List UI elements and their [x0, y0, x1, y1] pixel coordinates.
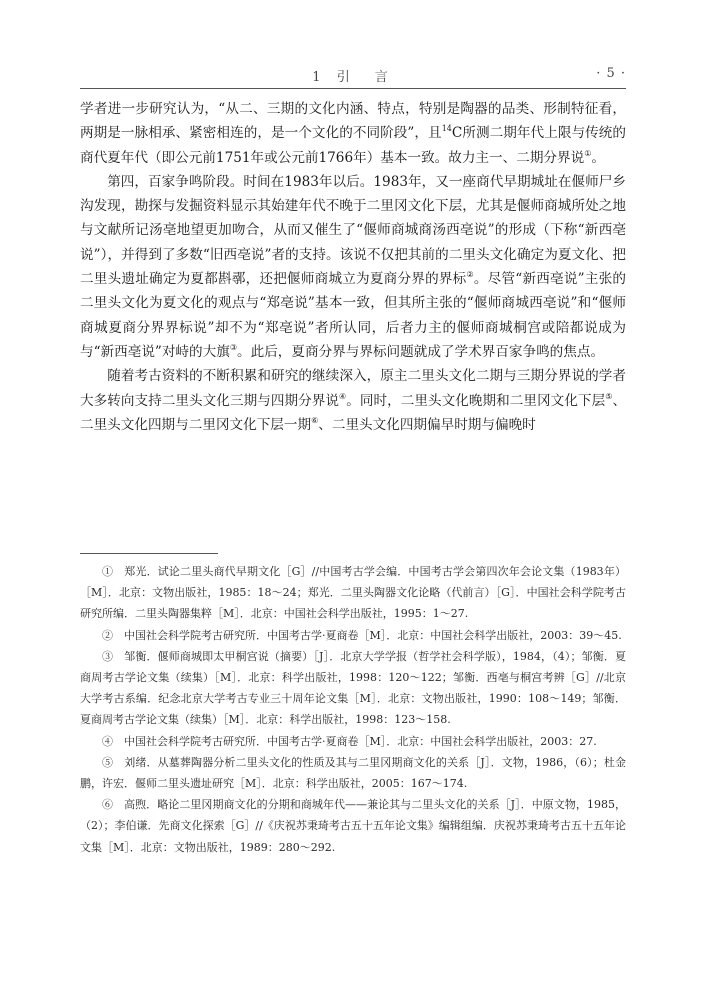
- paragraph-1: [80, 97, 626, 170]
- text-run: 学者进一步研究认为，“从二、三期的文化内涵、特点，特别是陶器的品类、形制特征看，两期是一脉相承、紧密相连的，是一个文化的不同阶段”，且: [80, 101, 626, 142]
- footnote-ref-5[interactable]: ⑤: [605, 391, 613, 401]
- text-run: 。此后，夏商分界与界标问题就成了学术界百家争鸣的焦点。: [237, 343, 605, 360]
- running-header: [80, 64, 626, 86]
- footnote-ref-3[interactable]: ③: [229, 342, 238, 352]
- paragraph-2: [80, 170, 626, 364]
- footnote-ref-4[interactable]: ④: [339, 391, 347, 401]
- page-number: · 5 ·: [596, 66, 626, 81]
- text-run: 。同时，二里头文化晚期和二里冈文化下层: [346, 392, 606, 409]
- footnote-1: ① 郑光．试论二里头商代早期文化［G］//中国考古学会编．中国考古学会第四次年会论文集（1983年）［M］．北京：文物出版社，1985：18～24；郑光．二里头陶器文化论略（代前言）［G］．中国社会科学院考古研究所编．二里头陶器集粹［M］．北京：中国社会科学出版社，1995：1～27.: [80, 565, 626, 621]
- footnote-ref-2[interactable]: ②: [466, 270, 474, 280]
- paragraph-3: [80, 364, 626, 437]
- footnote-rule: [80, 553, 218, 554]
- footnote-3: ③ 邹衡．偃师商城即太甲桐宫说（摘要）［J］．北京大学学报（哲学社会科学版），1984，（4）；邹衡．夏商周考古学论文集（续集）［M］．北京：科学出版社，1998：120～122；邹衡．西亳与桐宫考辨［G］//北京大学考古系编．纪念北京大学考古专业三十周年论文集［M］．北京：文物出版社，1990：108～149；邹衡．夏商周考古学论文集（续集）［M］．北京：科学出版社，1998：123～158.: [80, 649, 626, 727]
- footnote-2: ② 中国社会科学院考古研究所．中国考古学·夏商卷［M］．北京：中国社会科学出版社，2003：39～45.: [102, 628, 622, 642]
- text-run: C所测二期年代上限与传统的商代夏年代（即公元前1751年或公元前1766年）基本一致。故力主一、二期分界说: [80, 125, 626, 166]
- chapter-title: 1 引 言: [312, 70, 394, 85]
- footnote-6: ⑥ 高煦．略论二里冈期商文化的分期和商城年代——兼论其与二里头文化的关系［J］．中原文物，1985，（2）；李伯谦．先商文化探索［G］//《庆祝苏秉琦考古五十五年论文集》编辑组编．庆祝苏秉琦考古五十五年论文集［M］．北京：文物出版社，1989：280～292.: [80, 798, 626, 854]
- header-rule: [80, 88, 626, 89]
- superscript-14: 14: [441, 124, 452, 134]
- text-run: 。: [591, 149, 605, 166]
- text-run: 、二里头文化四期偏早时期与偏晚时: [318, 416, 536, 433]
- text-run: 第四，百家争鸣阶段。时间在1983年以后。1983年，又一座商代早期城址在偃师尸乡沟发现，勘探与发掘资料显示其始建年代不晚于二里冈文化下层，尤其是偃师商城所处之地与文献所记汤亳地望更加吻合，从而又催生了“偃师商城商汤西亳说”的形成（下称“新西亳说”），并得到了多数“旧西亳说”者的支持。该说不仅把其前的二里头文化确定为夏文化、把二里头遗址确定为夏都斟鄩，还把偃师商城立为夏商分界的界标: [80, 173, 626, 288]
- text-run: 。尽管“新西亳说”主张的二里头文化为夏文化的观点与“郑亳说”基本一致，但其所主张的“偃师商城西亳说”和“偃师商城夏商分界界标说”却不为“郑亳说”者所认同，后者力主的偃师商城桐宫或陪都说成为与“新西亳说”对峙的大旗: [80, 271, 627, 360]
- footnotes: [80, 561, 626, 858]
- main-text: [80, 97, 626, 437]
- footnote-ref-6[interactable]: ⑥: [311, 415, 319, 425]
- text-run: 、二里头文化四期与二里冈文化下层一期: [80, 392, 627, 433]
- footnote-ref-1[interactable]: ①: [584, 148, 592, 158]
- text-run: 随着考古资料的不断积累和研究的继续深入，原主二里头文化二期与三期分界说的学者大多转向支持二里头文化三期与四期分界说: [80, 368, 626, 409]
- footnote-4: ④ 中国社会科学院考古研究所．中国考古学·夏商卷［M］．北京：中国社会科学出版社，2003：27.: [102, 734, 597, 748]
- footnote-5: ⑤ 刘绪．从墓葬陶器分析二里头文化的性质及其与二里冈期商文化的关系［J］．文物，1986，（6）；杜金鹏，许宏．偃师二里头遗址研究［M］．北京：科学出版社，2005：167～174.: [80, 755, 626, 791]
